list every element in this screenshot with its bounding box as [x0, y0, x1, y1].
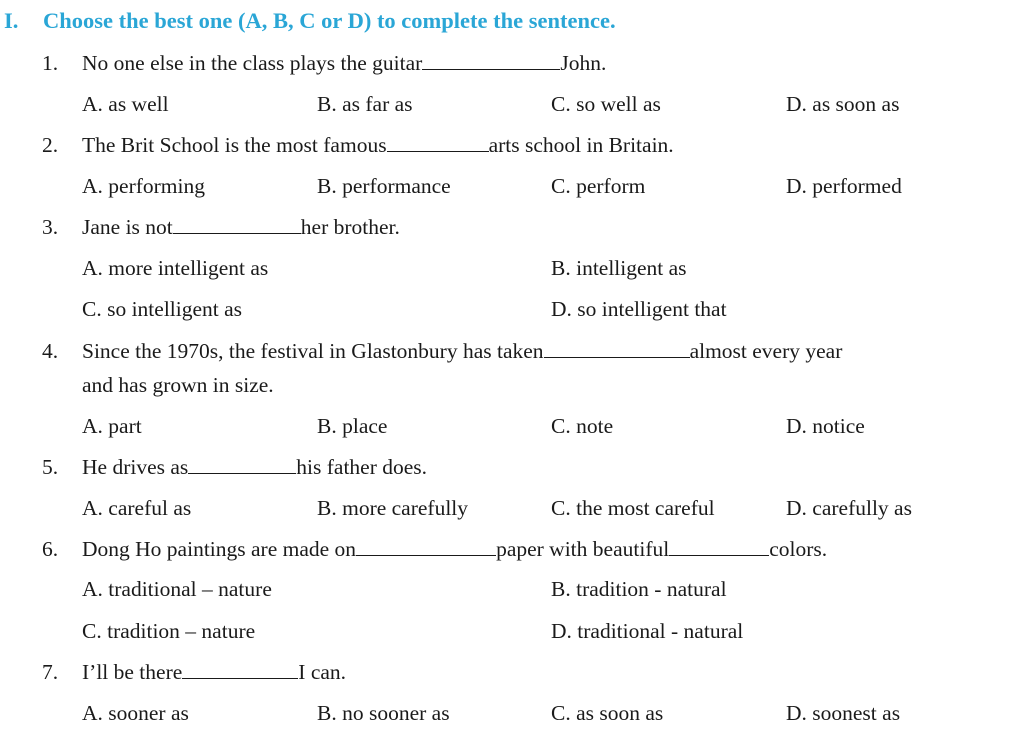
- answer-blank: [544, 338, 690, 358]
- question-text: [82, 338, 842, 364]
- answer-blank: [182, 659, 298, 679]
- question-number: 1.: [42, 51, 59, 75]
- option-d: D. as soon as: [786, 92, 900, 116]
- option-d: D. traditional - natural: [551, 619, 744, 643]
- question-text-part: The Brit School is the most famous: [82, 133, 387, 157]
- option-c: C. so intelligent as: [82, 297, 243, 321]
- answer-blank: [387, 132, 489, 152]
- question-number: 3.: [42, 215, 59, 239]
- question-text-part: I can.: [298, 660, 347, 684]
- option-c: C. so well as: [551, 92, 661, 116]
- question-text: [82, 214, 400, 240]
- answer-blank: [422, 50, 560, 70]
- question-number: 2.: [42, 133, 59, 157]
- option-c: C. note: [551, 414, 614, 438]
- option-d: D. performed: [786, 174, 902, 198]
- answer-blank: [188, 454, 296, 474]
- option-a: A. sooner as: [82, 701, 189, 725]
- question-text: [82, 454, 427, 480]
- question-text-part: Dong Ho paintings are made on: [82, 537, 357, 561]
- option-c: C. perform: [551, 174, 646, 198]
- question-text-part: Since the 1970s, the festival in Glastonbury has taken: [82, 339, 544, 363]
- question-text-part: his father does.: [296, 455, 428, 479]
- question-text-part: He drives as: [82, 455, 189, 479]
- option-a: A. more intelligent as: [82, 256, 269, 280]
- option-c: C. the most careful: [551, 496, 715, 520]
- question-text-part: I’ll be there: [82, 660, 183, 684]
- option-d: D. so intelligent that: [551, 297, 727, 321]
- question-number: 6.: [42, 537, 59, 561]
- option-a: A. traditional – nature: [82, 577, 272, 601]
- question-text-part: arts school in Britain.: [488, 133, 674, 157]
- option-a: A. performing: [82, 174, 205, 198]
- question-text-part: No one else in the class plays the guitar: [82, 51, 423, 75]
- option-b: B. performance: [317, 174, 451, 198]
- option-b: B. place: [317, 414, 388, 438]
- question-number: 4.: [42, 339, 59, 363]
- option-d: D. carefully as: [786, 496, 912, 520]
- question-text: [82, 536, 827, 562]
- option-a: A. part: [82, 414, 142, 438]
- option-b: B. more carefully: [317, 496, 469, 520]
- option-a: A. careful as: [82, 496, 192, 520]
- question-text-part: John.: [560, 51, 607, 75]
- question-number: 7.: [42, 660, 59, 684]
- question-text: [82, 659, 346, 685]
- section-number: I.: [4, 8, 19, 33]
- option-b: B. no sooner as: [317, 701, 450, 725]
- option-b: B. tradition - natural: [551, 577, 727, 601]
- question-text-part: her brother.: [300, 215, 400, 239]
- option-c: C. as soon as: [551, 701, 664, 725]
- option-b: B. intelligent as: [551, 256, 687, 280]
- question-text-part: almost every year: [689, 339, 843, 363]
- option-d: D. notice: [786, 414, 865, 438]
- section-title: Choose the best one (A, B, C or D) to complete the sentence.: [43, 8, 616, 33]
- question-text-part: colors.: [769, 537, 828, 561]
- answer-blank: [173, 214, 301, 234]
- question-text: [82, 50, 606, 76]
- answer-blank: [356, 536, 496, 556]
- option-a: A. as well: [82, 92, 169, 116]
- option-c: C. tradition – nature: [82, 619, 256, 643]
- question-text: [82, 132, 674, 158]
- question-text-continuation: and has grown in size.: [82, 373, 274, 397]
- option-d: D. soonest as: [786, 701, 901, 725]
- option-b: B. as far as: [317, 92, 413, 116]
- question-text-part: paper with beautiful: [496, 537, 670, 561]
- question-number: 5.: [42, 455, 59, 479]
- question-text-part: Jane is not: [82, 215, 173, 239]
- answer-blank: [669, 536, 769, 556]
